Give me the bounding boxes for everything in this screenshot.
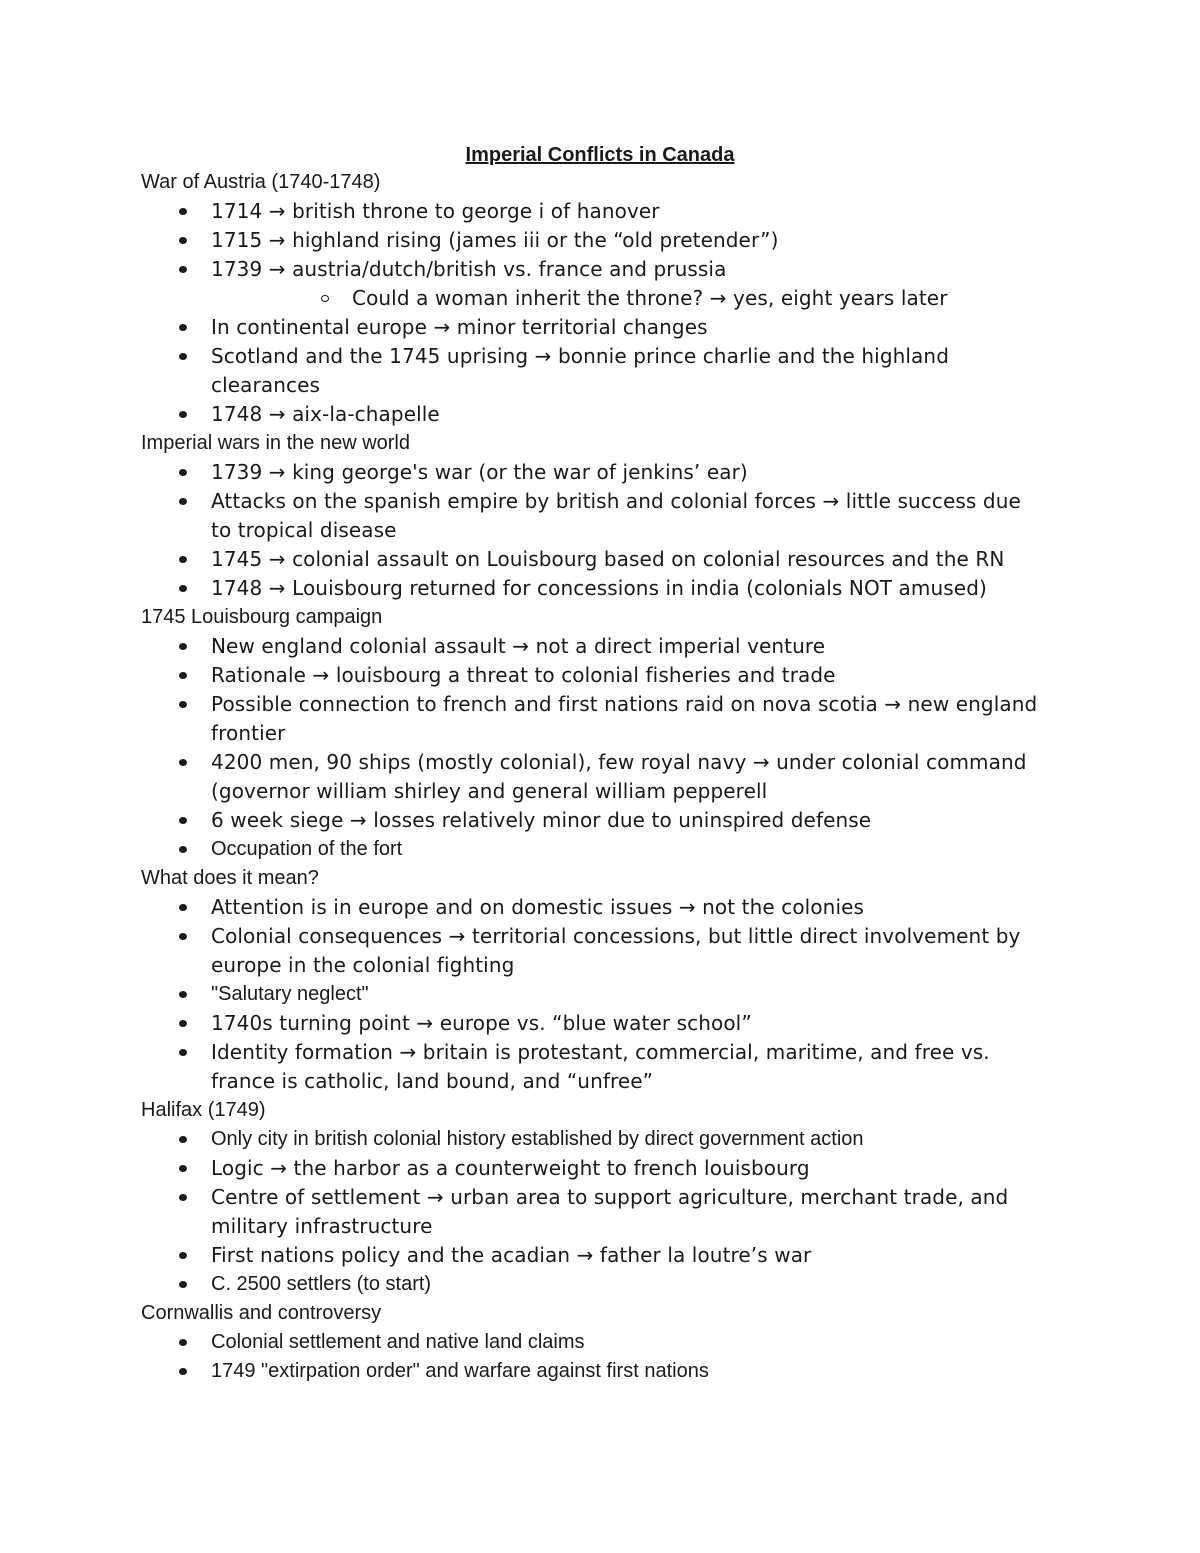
section-heading: Cornwallis and controversy (141, 1302, 382, 1324)
list-item (141, 748, 1045, 806)
list-item-text: "Salutary neglect" (211, 983, 369, 1005)
list-item-text: 1748 → aix-la-chapelle (211, 402, 440, 426)
list-item-text: 1714 → british throne to george i of hanover (211, 199, 660, 223)
bullet-icon (179, 353, 187, 360)
bullet-icon (179, 411, 187, 418)
list-item-text: C. 2500 settlers (to start) (211, 1273, 432, 1295)
list-item (141, 400, 1045, 429)
bullet-icon (179, 208, 187, 215)
list-item-text: Logic → the harbor as a counterweight to french louisbourg (211, 1156, 810, 1180)
section-heading: Imperial wars in the new world (141, 432, 410, 454)
list-item-text: 1748 → Louisbourg returned for concessions in india (colonials NOT amused) (211, 576, 987, 600)
sub-list-item (211, 284, 1045, 313)
list-item-text: Attacks on the spanish empire by british and colonial forces → little success due to tropical disease (211, 489, 1021, 542)
list-item (141, 1328, 1045, 1357)
bullet-list (141, 1125, 1061, 1299)
sub-list-item-text: Could a woman inherit the throne? → yes, eight years later (352, 286, 948, 310)
list-item-text: Centre of settlement → urban area to support agriculture, merchant trade, and military infrastructure (211, 1185, 1009, 1238)
list-item-text: Colonial consequences → territorial concessions, but little direct involvement by europe in the colonial fighting (211, 924, 1021, 977)
list-item (141, 1154, 1045, 1183)
list-item (141, 342, 1045, 400)
bullet-icon (179, 904, 187, 911)
bullet-icon (179, 991, 187, 998)
list-item-text: Possible connection to french and first nations raid on nova scotia → new england frontier (211, 692, 1038, 745)
list-item-text: 4200 men, 90 ships (mostly colonial), few royal navy → under colonial command (governor william shirley and general william pepperell (211, 750, 1027, 803)
list-item-text: 1749 "extirpation order" and warfare against first nations (211, 1360, 709, 1382)
bullet-icon (179, 817, 187, 824)
bullet-icon (179, 556, 187, 563)
bullet-icon (179, 1252, 187, 1259)
bullet-icon (179, 1136, 187, 1143)
bullet-list (141, 197, 1061, 429)
section-heading: War of Austria (1740-1748) (141, 171, 381, 193)
document-body (141, 168, 1061, 1386)
section-heading: Halifax (1749) (141, 1099, 266, 1121)
list-item-text: Rationale → louisbourg a threat to colonial fisheries and trade (211, 663, 836, 687)
list-item (141, 806, 1045, 835)
bullet-icon (179, 1049, 187, 1056)
bullet-icon (179, 498, 187, 505)
bullet-icon (179, 237, 187, 244)
bullet-icon (179, 672, 187, 679)
list-item-text: Attention is in europe and on domestic issues → not the colonies (211, 895, 865, 919)
list-item-text: Scotland and the 1745 uprising → bonnie prince charlie and the highland clearances (211, 344, 949, 397)
list-item (141, 1241, 1045, 1270)
list-item (141, 690, 1045, 748)
list-item (141, 1125, 1045, 1154)
bullet-icon (179, 759, 187, 766)
bullet-icon (179, 1165, 187, 1172)
list-item (141, 574, 1045, 603)
bullet-icon (179, 324, 187, 331)
bullet-list (141, 893, 1061, 1096)
list-item (141, 1183, 1045, 1241)
list-item-text: 1715 → highland rising (james iii or the “old pretender”) (211, 228, 779, 252)
bullet-icon (179, 266, 187, 273)
bullet-icon (179, 1020, 187, 1027)
list-item (141, 313, 1045, 342)
bullet-icon (179, 1281, 187, 1288)
list-item (141, 487, 1045, 545)
sub-bullet-list (211, 284, 1045, 313)
list-item (141, 1009, 1045, 1038)
list-item (141, 458, 1045, 487)
list-item-text: New england colonial assault → not a direct imperial venture (211, 634, 826, 658)
bullet-icon (179, 643, 187, 650)
list-item-text: Only city in british colonial history established by direct government action (211, 1128, 864, 1150)
bullet-icon (179, 1339, 187, 1346)
list-item-text: Identity formation → britain is protestant, commercial, maritime, and free vs. france is catholic, land bound, and “unfree” (211, 1040, 990, 1093)
list-item-text: 6 week siege → losses relatively minor due to uninspired defense (211, 808, 872, 832)
list-item-text: In continental europe → minor territorial changes (211, 315, 708, 339)
section-heading: What does it mean? (141, 867, 319, 889)
list-item-text: 1740s turning point → europe vs. “blue water school” (211, 1011, 752, 1035)
list-item-text: 1745 → colonial assault on Louisbourg based on colonial resources and the RN (211, 547, 1005, 571)
bullet-icon (179, 1194, 187, 1201)
section-heading: 1745 Louisbourg campaign (141, 606, 383, 628)
list-item (141, 1038, 1045, 1096)
list-item (141, 980, 1045, 1009)
list-item (141, 661, 1045, 690)
bullet-icon (179, 469, 187, 476)
bullet-icon (179, 1368, 187, 1375)
list-item (141, 197, 1045, 226)
bullet-icon (179, 701, 187, 708)
hollow-bullet-icon (321, 295, 329, 302)
bullet-icon (179, 846, 187, 853)
list-item (141, 893, 1045, 922)
list-item (141, 1357, 1045, 1386)
list-item (141, 255, 1045, 313)
document-title: Imperial Conflicts in Canada (465, 144, 735, 166)
bullet-list (141, 632, 1061, 864)
list-item (141, 835, 1045, 864)
bullet-icon (179, 933, 187, 940)
list-item (141, 545, 1045, 574)
bullet-list (141, 1328, 1061, 1386)
list-item (141, 1270, 1045, 1299)
list-item (141, 922, 1045, 980)
bullet-icon (179, 585, 187, 592)
bullet-list (141, 458, 1061, 603)
list-item-text: 1739 → austria/dutch/british vs. france and prussia (211, 257, 727, 281)
list-item-text: First nations policy and the acadian → father la loutre’s war (211, 1243, 812, 1267)
list-item-text: Colonial settlement and native land claims (211, 1331, 585, 1353)
list-item-text: 1739 → king george's war (or the war of jenkins’ ear) (211, 460, 748, 484)
list-item (141, 632, 1045, 661)
list-item-text: Occupation of the fort (211, 838, 403, 860)
list-item (141, 226, 1045, 255)
